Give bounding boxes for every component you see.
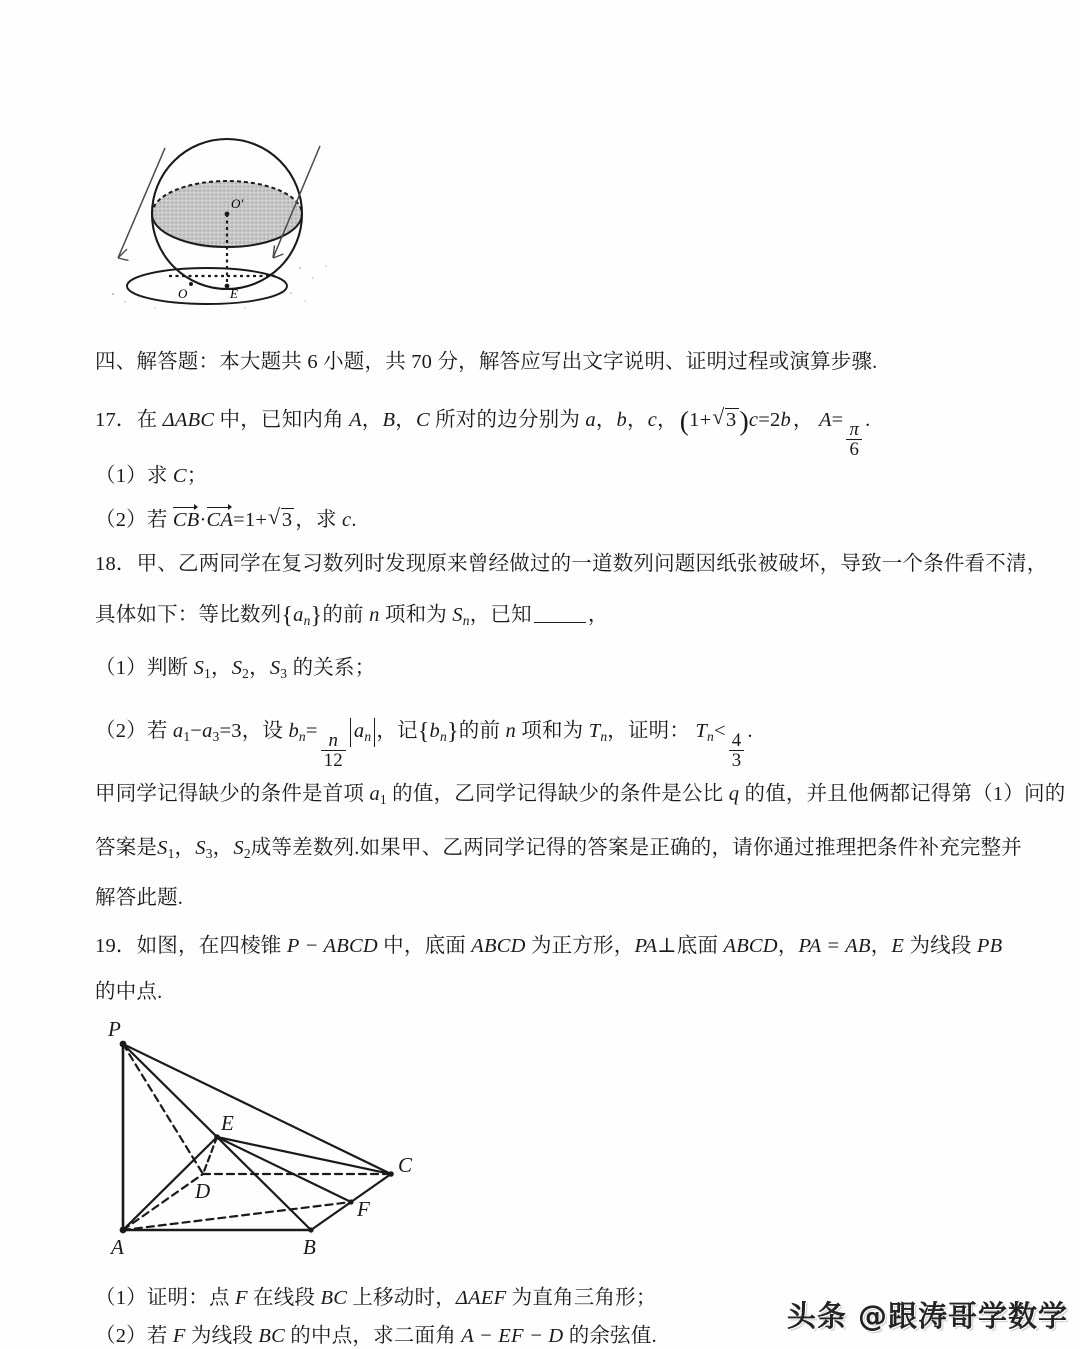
q17-eq1-b: b — [780, 409, 791, 431]
q18-note2-S1: S — [157, 837, 168, 859]
q18-part1-S2-sub: 2 — [242, 665, 250, 681]
q18-note2-a: 答案是 — [95, 837, 158, 859]
pyramid-vertices — [120, 1041, 394, 1234]
question-18-note-line-2: 答案是S1，S3，S2成等差数列.如果甲、乙两同学记得的答案是正确的，请你通过推理把条件补充完整并 — [95, 837, 1023, 861]
sphere-svg — [95, 118, 365, 313]
q19-part2-d: 的余弦值. — [563, 1325, 657, 1347]
q19-number: 19 — [95, 935, 116, 957]
point-o-prime — [225, 212, 230, 217]
q19-dihedral-angle: A − EF − D — [461, 1325, 564, 1347]
q19-part2-F: F — [172, 1325, 186, 1347]
q19-part1-b: 在线段 — [247, 1287, 321, 1309]
q17-part2-equals: =1+ — [233, 509, 268, 531]
q19-part2-a: （2）若 — [95, 1325, 173, 1347]
q18-part2-a1-sub: 1 — [183, 728, 191, 744]
q17-stem-b: 中，已知内角 — [214, 409, 350, 431]
label-C: C — [398, 1153, 413, 1177]
question-18-stem-line-2 — [95, 604, 995, 628]
q18-missing-condition-blank — [534, 622, 586, 623]
q17-part1-label: （1）求 — [95, 465, 173, 487]
q18-note2-S3-sub: 3 — [205, 845, 213, 861]
q18-part2-a3-sub: 3 — [212, 728, 220, 744]
q18-part2-T2-sub: n — [707, 728, 714, 744]
q18-part2-fraction-n-12 — [321, 731, 346, 770]
q18-note2-b: 成等差数列.如果甲、乙两同学记得的答案是正确的，请你通过推理把条件补充完整并 — [250, 837, 1023, 859]
q18-part1-S1-sub: 1 — [204, 665, 211, 681]
section-heading-body-3: 分，解答应写出文字说明、证明过程或演算步骤. — [432, 351, 878, 373]
q18-part1-b: 的关系； — [287, 657, 376, 679]
sphere-cross-section-figure — [95, 118, 365, 313]
q18-part2-T: T — [588, 720, 601, 742]
q17-side-c: c — [647, 409, 657, 431]
q19-pa-ab: PA = AB — [798, 935, 871, 957]
q17-angle-a: A — [349, 409, 362, 431]
label-e: E — [230, 286, 238, 301]
q18-line2-d: ，已知 — [469, 604, 532, 627]
q18-number: 18 — [95, 553, 116, 575]
q19-part1-F: F — [234, 1287, 248, 1309]
q19-part1-BC: BC — [320, 1287, 348, 1309]
section-heading-body-2: 小题，共 — [317, 351, 412, 373]
q19-line1-f: ， — [870, 935, 892, 957]
q18-frac2-den: 3 — [729, 750, 745, 770]
section-question-count: 6 — [307, 351, 318, 373]
label-o: O — [178, 286, 188, 301]
q18-note2-S2-sub: 2 — [243, 845, 251, 861]
q18-part2-lt: < — [714, 720, 726, 742]
q17-eq2-numerator: π — [849, 419, 860, 441]
q18-line2-b: 的前 — [322, 604, 370, 627]
question-19-stem-line-1 — [95, 935, 1003, 957]
q17-equation-2 — [819, 410, 865, 460]
q18-part2-fraction-4-3 — [729, 731, 745, 770]
question-18-part-2 — [95, 718, 995, 771]
label-P: P — [108, 1018, 121, 1041]
q17-part2-sqrt: √ 3 — [268, 508, 294, 531]
section-total-points: 70 — [411, 351, 433, 373]
q17-eq1-sqrt: √ 3 — [712, 408, 738, 431]
q18-line2-e: ， — [587, 604, 609, 627]
q17-side-b: b — [616, 409, 627, 431]
q18-part2-a1: a — [172, 720, 184, 742]
q18-part2-n: n — [505, 720, 516, 742]
edge-EF — [217, 1137, 351, 1202]
q19-line1-e: ， — [777, 935, 799, 957]
label-E: E — [221, 1111, 234, 1135]
q18-note1-a1: a — [369, 783, 380, 805]
q18-line2-c: 项和为 — [379, 604, 453, 627]
q19-part2-c: 的中点，求二面角 — [284, 1325, 462, 1347]
q17-vector-cb: CB — [172, 509, 200, 531]
section-heading-prefix: 四、解答题： — [95, 351, 220, 373]
q18-part1-S3: S — [269, 657, 281, 679]
q18-part1-S2: S — [231, 657, 243, 679]
label-D: D — [195, 1179, 211, 1203]
label-F: F — [357, 1197, 370, 1221]
pyramid-svg — [95, 1018, 425, 1258]
q18-seq-a: a — [293, 604, 304, 627]
q17-eq2-denominator: 6 — [846, 439, 862, 459]
question-18-part-1: （1）判断 S1，S2，S3 的关系； — [95, 657, 376, 681]
q17-angle-c: C — [415, 409, 430, 431]
q18-note1-a1-sub: 1 — [379, 791, 387, 807]
q18-brace-close: } — [310, 602, 323, 629]
quadrilateral-pyramid-figure — [95, 1018, 425, 1258]
q18-brace-open: { — [281, 602, 294, 629]
q18-note1-c: 的值，并且他俩都记得第（1）问的 — [739, 783, 1066, 805]
q19-line1-c: 为正方形， — [525, 935, 635, 957]
q18-note2-S1-sub: 1 — [167, 845, 175, 861]
q17-side-a: a — [585, 409, 596, 431]
q18-line2-a: 具体如下：等比数列 — [95, 604, 282, 627]
q17-eq2-fraction — [846, 420, 862, 459]
question-19-stem-line-2 — [95, 982, 995, 1003]
q17-part2-tail: ，求 — [295, 509, 342, 531]
q18-seq-a-sub: n — [303, 612, 311, 628]
q18-part2-c: 的前 — [458, 720, 506, 742]
q17-eq2-equals: = — [831, 409, 844, 431]
q19-part1-triangle: ΔAEF — [455, 1287, 507, 1309]
q19-pa: PA — [634, 935, 658, 957]
q19-part2-BC: BC — [258, 1325, 285, 1347]
q18-part2-d: 项和为 — [515, 720, 589, 742]
q18-part2-brace-close: } — [446, 717, 459, 745]
q19-part2-b: 为线段 — [185, 1325, 259, 1347]
q17-part1-var: C — [172, 465, 187, 487]
q18-part1-S3-sub: 3 — [280, 665, 288, 681]
question-17-part-2 — [95, 508, 995, 531]
q18-part2-a: （2）若 — [95, 720, 173, 742]
watermark: 头条 @跟涛哥学数学 — [786, 1299, 1068, 1333]
q18-abs-a: a — [353, 720, 365, 742]
q18-part2-T2: T — [695, 720, 708, 742]
question-18-note-line-3 — [95, 888, 995, 909]
question-17-stem: 17．在 ΔABC 中，已知内角 A，B，C 所对的边分别为 a，b，c，(1+ √ 3 )c=2b， A= $\frac{\pi}{6}$ . — [95, 408, 995, 460]
q17-part1-end: ； — [186, 465, 208, 487]
q18-sum-S: S — [452, 604, 463, 627]
q17-eq1-plus: + — [699, 409, 712, 431]
q18-part2-e: ，证明： — [607, 720, 691, 742]
q18-note1-b: 的值，乙同学记得缺少的条件是公比 — [386, 783, 729, 805]
q18-frac2-num: 4 — [731, 730, 742, 752]
q18-frac-den: 12 — [321, 750, 346, 770]
q19-segment-PB: PB — [976, 935, 1003, 957]
q17-dot-operator: · — [199, 509, 207, 531]
q18-part1-S1: S — [193, 657, 205, 679]
q18-abs-a-sub: n — [364, 728, 372, 744]
q19-part1-d: 为直角三角形； — [506, 1287, 657, 1309]
q18-part2-b: b — [288, 720, 299, 742]
section-heading-body-1: 本大题共 — [219, 351, 308, 373]
q17-part2-var: c — [342, 509, 352, 531]
q19-perp-symbol: ⊥ — [657, 935, 677, 957]
q18-stem-text: ．甲、乙两同学在复习数列时发现原来曾经做过的一道数列问题因纸张被破坏，导致一个条件看不清， — [115, 553, 1048, 575]
ground-speckle — [112, 265, 327, 309]
q19-base-abcd: ABCD — [471, 935, 526, 957]
q18-frac-num: n — [328, 730, 339, 752]
question-18-stem-line-1 — [95, 553, 1048, 575]
q18-part2-beq: = — [305, 720, 318, 742]
q18-part2-bn: b — [429, 720, 440, 742]
q18-part2-a3: a — [202, 720, 213, 742]
q19-part1-c: 上移动时， — [347, 1287, 456, 1309]
q17-part2-label: （2）若 — [95, 509, 173, 531]
q18-part2-brace-open: { — [417, 717, 430, 745]
q17-equation-1: (1+ √ 3 )c=2b — [680, 408, 791, 434]
q17-eq1-eq: =2 — [758, 409, 781, 431]
q18-part2-minus: − — [190, 720, 203, 742]
q17-eq2-A: A — [818, 409, 832, 431]
q19-line1-d: 底面 — [676, 935, 724, 957]
q17-angle-b: B — [382, 409, 396, 431]
q18-line2-n: n — [369, 604, 380, 627]
q18-abs-a-n — [350, 718, 375, 747]
label-B: B — [303, 1235, 316, 1258]
label-o-prime: O' — [231, 196, 244, 211]
q18-part2-comma2: ，记 — [376, 720, 418, 742]
point-o — [189, 282, 193, 286]
edge-EC — [217, 1137, 391, 1174]
q19-pyramid-name: P − ABCD — [286, 935, 378, 957]
label-A: A — [111, 1235, 124, 1258]
q18-part2-b-sub: n — [298, 728, 306, 744]
q18-note3: 解答此题. — [95, 887, 184, 909]
q19-base-abcd-2: ABCD — [723, 935, 778, 957]
question-17-part-1 — [95, 466, 995, 487]
edge-AD — [123, 1174, 203, 1230]
q17-stem-c: 所对的边分别为 — [429, 409, 586, 431]
q19-line2: 的中点. — [95, 981, 163, 1003]
q17-stem-a: ．在 — [115, 409, 163, 431]
q18-part2-bn-sub: n — [439, 728, 447, 744]
q17-eq1-one: 1 — [689, 409, 700, 431]
point-e — [225, 284, 230, 289]
q18-part2-eq3: =3 — [219, 720, 242, 742]
q17-vector-ca: CA — [206, 509, 234, 531]
question-18-note-line-1 — [95, 783, 1066, 807]
section-heading — [95, 352, 995, 373]
q19-line1-b: 中，底面 — [377, 935, 472, 957]
q18-part2-T-sub: n — [600, 728, 608, 744]
q18-note2-S3: S — [195, 837, 206, 859]
q18-note2-S2: S — [233, 837, 244, 859]
q17-triangle: ΔABC — [162, 409, 215, 431]
q19-line1-a: ．如图，在四棱锥 — [115, 935, 287, 957]
q18-part2-comma: ，设 — [241, 720, 289, 742]
q17-eq1-c: c — [748, 409, 759, 431]
q19-point-E: E — [891, 935, 905, 957]
q17-number: 17 — [95, 409, 116, 431]
q18-part2-period: . — [747, 720, 753, 742]
q17-part2-period: . — [351, 509, 357, 531]
q18-note1-q: q — [728, 783, 740, 805]
q19-line1-g: 为线段 — [904, 935, 977, 957]
q18-note1-a: 甲同学记得缺少的条件是首项 — [95, 783, 370, 805]
q18-part1-a: （1）判断 — [95, 657, 194, 679]
q18-sum-S-sub: n — [462, 612, 470, 628]
q19-part1-a: （1）证明：点 — [95, 1287, 235, 1309]
